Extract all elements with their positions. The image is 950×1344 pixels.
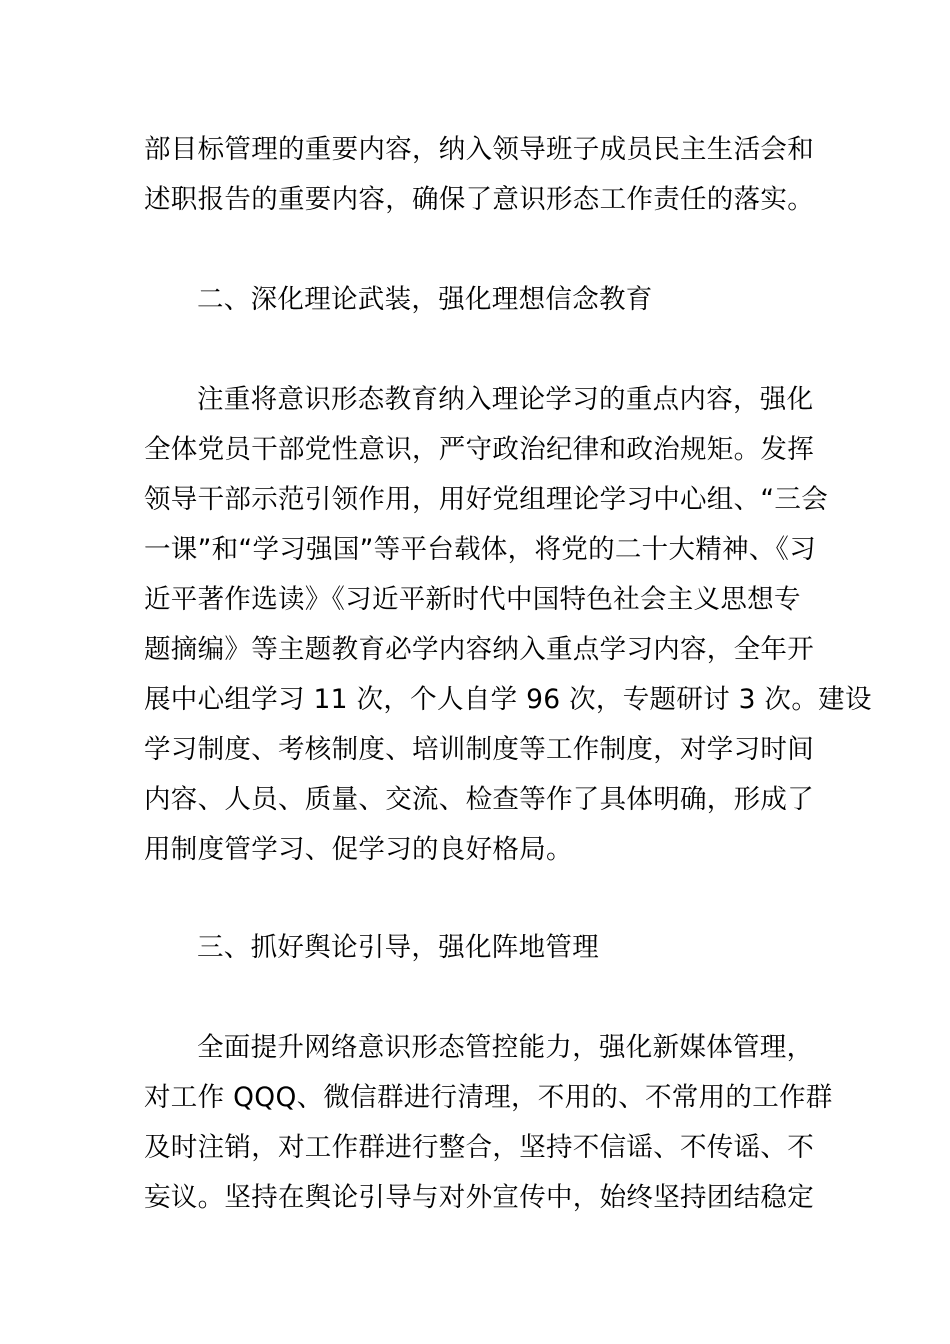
paragraph-line: 用制度管学习、促学习的良好格局。: [144, 834, 573, 865]
paragraph-line: 述职报告的重要内容，确保了意识形态工作责任的落实。: [144, 184, 814, 215]
paragraph-line: 注重将意识形态教育纳入理论学习的重点内容，强化: [197, 384, 814, 415]
paragraph-line: 学习制度、考核制度、培训制度等工作制度，对学习时间: [144, 734, 814, 765]
section-heading-3: 三、抓好舆论引导，强化阵地管理: [197, 932, 599, 963]
paragraph-line: 展中心组学习 11 次，个人自学 96 次，专题研讨 3 次。建设: [144, 684, 872, 715]
paragraph-line: 全面提升网络意识形态管控能力，强化新媒体管理，: [197, 1032, 814, 1063]
paragraph-line: 近平著作选读》《习近平新时代中国特色社会主义思想专: [144, 584, 801, 615]
paragraph-line: 内容、人员、质量、交流、检查等作了具体明确，形成了: [144, 784, 814, 815]
paragraph-line: 部目标管理的重要内容，纳入领导班子成员民主生活会和: [144, 134, 814, 165]
paragraph-line: 题摘编》等主题教育必学内容纳入重点学习内容，全年开: [144, 634, 814, 665]
paragraph-line: 对工作 QQQ、微信群进行清理，不用的、不常用的工作群: [144, 1082, 833, 1113]
paragraph-line: 全体党员干部党性意识，严守政治纪律和政治规矩。发挥: [144, 434, 814, 465]
paragraph-line: 妄议。坚持在舆论引导与对外宣传中，始终坚持团结稳定: [144, 1182, 814, 1213]
paragraph-line: 领导干部示范引领作用，用好党组理论学习中心组、“三会: [144, 484, 829, 515]
section-heading-2: 二、深化理论武装，强化理想信念教育: [197, 284, 653, 315]
paragraph-line: 及时注销，对工作群进行整合，坚持不信谣、不传谣、不: [144, 1132, 814, 1163]
paragraph-line: 一课”和“学习强国”等平台载体，将党的二十大精神、《习: [144, 534, 817, 565]
